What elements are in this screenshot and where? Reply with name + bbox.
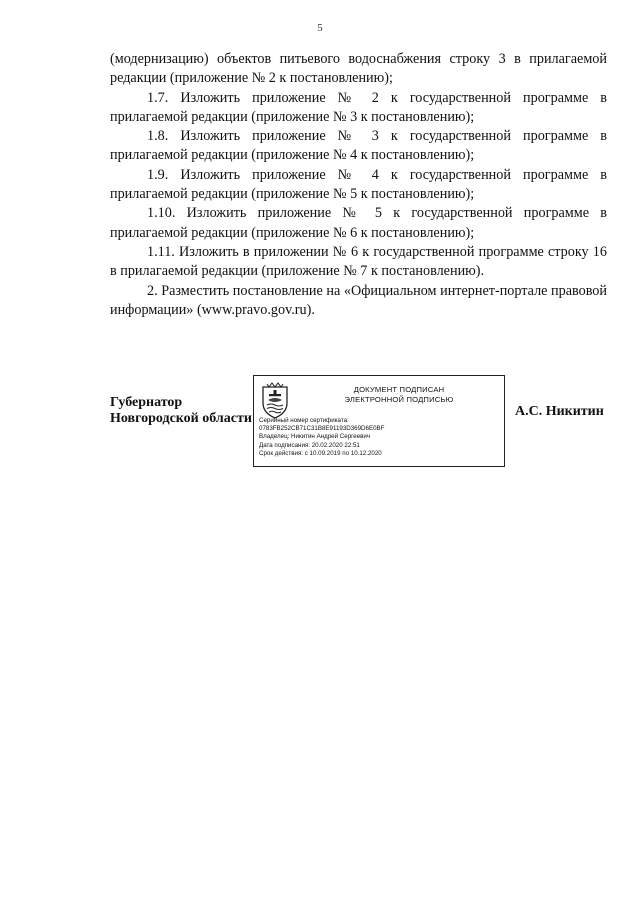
- paragraph-item-2: 2. Разместить постановление на «Официальном интернет-портале правовой информации» (www.pravo.gov.ru).: [110, 282, 607, 318]
- coat-of-arms-icon: [259, 381, 291, 419]
- certificate-owner: Владелец: Никитин Андрей Сергеевич: [259, 433, 371, 441]
- position-line-2: Новгородской области: [110, 411, 252, 426]
- paragraph-item-1-8: 1.8. Изложить приложение № 3 к государственной программе в прилагаемой редакции (приложение № 4 к постановлению);: [110, 128, 607, 164]
- position-line-1: Губернатор: [110, 395, 183, 410]
- electronic-signature-stamp: [253, 375, 505, 467]
- paragraph-item-1-9: 1.9. Изложить приложение № 4 к государственной программе в прилагаемой редакции (приложение № 5 к постановлению);: [110, 166, 607, 203]
- signatory-position: [110, 395, 252, 427]
- validity-period: Срок действия: с 10.09.2019 по 10.12.2020: [259, 449, 382, 457]
- page-number: 5: [317, 22, 323, 34]
- document-body: [110, 50, 607, 320]
- signing-date: Дата подписания: 20.02.2020 22:51: [259, 441, 360, 449]
- paragraph-item-1-10: 1.10. Изложить приложение № 5 к государственной программе в прилагаемой редакции (приложение № 6 к постановлению);: [110, 205, 607, 241]
- serial-value: 0783FB252CB71C31B8E91193D369D6E0BF: [259, 425, 385, 433]
- paragraph-continuation: (модернизацию) объектов питьевого водоснабжения строку 3 в прилагаемой редакции (приложение № 2 к постановлению);: [110, 51, 607, 87]
- serial-label: Серийный номер сертификата:: [259, 417, 349, 424]
- stamp-title: [296, 385, 502, 405]
- stamp-title-line-1: ДОКУМЕНТ ПОДПИСАН: [353, 385, 445, 394]
- paragraph-item-1-7: 1.7. Изложить приложение № 2 к государственной программе в прилагаемой редакции (приложение № 3 к постановлению);: [110, 89, 607, 125]
- signatory-name: А.С. Никитин: [515, 404, 604, 419]
- stamp-title-line-2: ЭЛЕКТРОННОЙ ПОДПИСЬЮ: [344, 395, 454, 404]
- stamp-certificate-info: [259, 417, 503, 458]
- paragraph-item-1-11: 1.11. Изложить в приложении № 6 к государственной программе строку 16 в прилагаемой редакции (приложение № 7 к постановлению).: [110, 243, 607, 280]
